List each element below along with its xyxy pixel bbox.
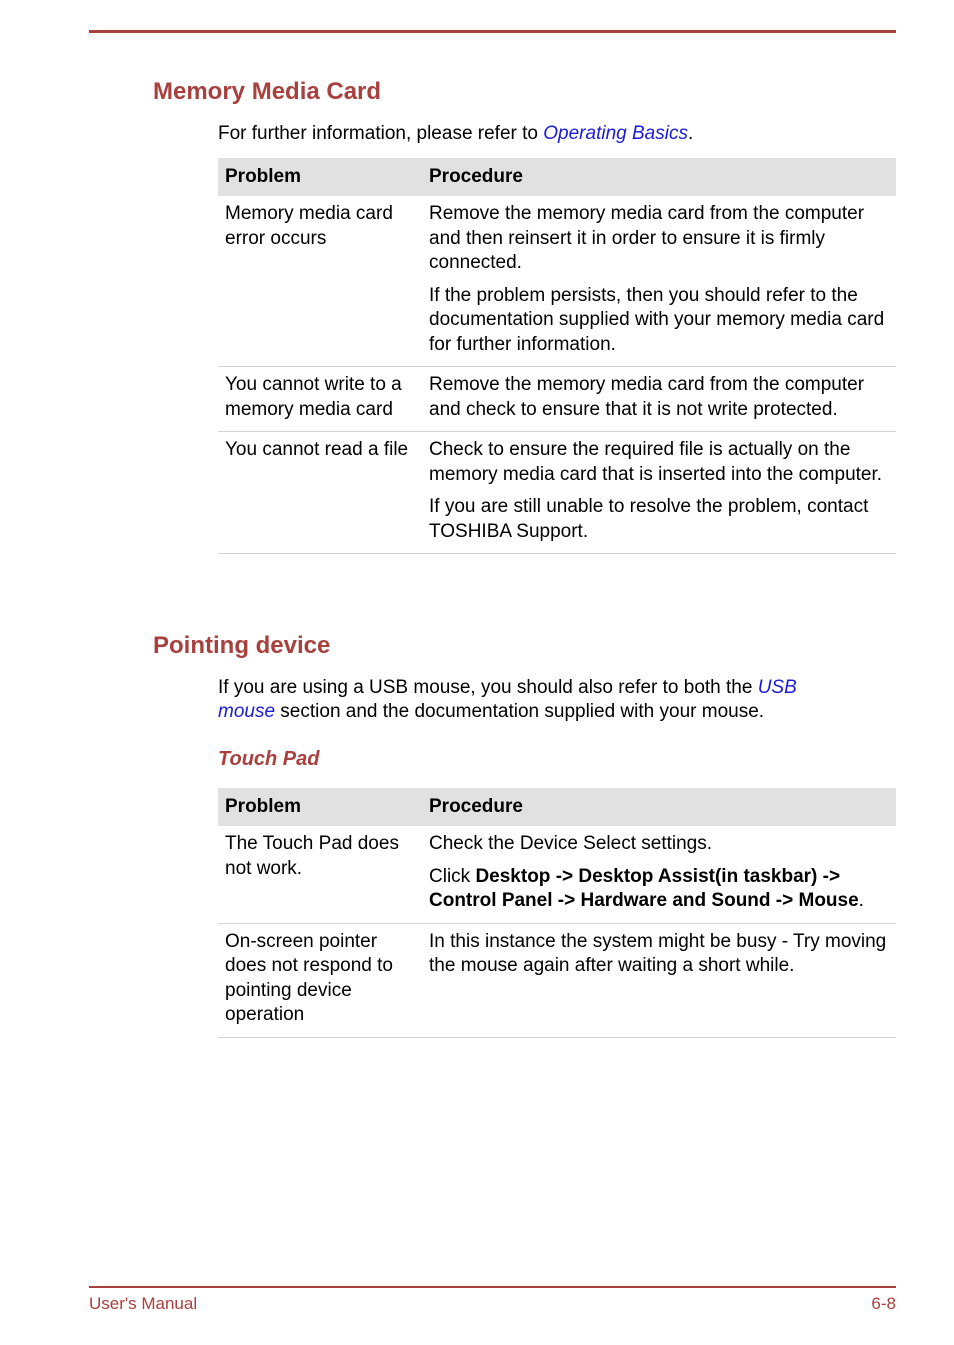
column-header-problem: Problem <box>218 158 422 196</box>
procedure-paragraph <box>429 865 889 914</box>
top-rule <box>89 30 896 33</box>
table-row <box>218 367 896 432</box>
problem-cell: The Touch Pad does not work. <box>218 826 422 923</box>
problem-cell: You cannot read a file <box>218 432 422 554</box>
pointing-intro-prefix: If you are using a USB mouse, you should also refer to both the <box>218 677 758 698</box>
procedure-paragraph: If the problem persists, then you should refer to the documentation supplied with your memory media card for further information. <box>429 284 885 355</box>
procedure-cell <box>422 432 896 554</box>
problem-cell: You cannot write to a memory media card <box>218 367 422 432</box>
pointing-intro-text <box>218 676 858 724</box>
procedure-cell <box>422 367 896 432</box>
problem-cell: On-screen pointer does not respond to pointing device operation <box>218 923 422 1037</box>
usb-mouse-link[interactable]: USB mouse <box>218 677 797 722</box>
memory-intro-suffix: . <box>687 123 694 144</box>
memory-intro-text <box>218 122 858 146</box>
table-header-row <box>218 158 896 196</box>
column-header-problem: Problem <box>218 788 422 826</box>
footer-page-number: 6-8 <box>871 1294 896 1313</box>
memory-intro-prefix: For further information, please refer to <box>218 123 544 144</box>
problem-cell: Memory media card error occurs <box>218 196 422 367</box>
table-row <box>218 432 896 554</box>
procedure-click-prefix: Click <box>429 865 476 887</box>
menu-path-text: Desktop -> Desktop Assist(in taskbar) -> Control Panel -> Hardware and Sound -> Mouse <box>429 865 859 911</box>
column-header-procedure: Procedure <box>422 788 896 826</box>
procedure-paragraph: If you are still unable to resolve the problem, contact TOSHIBA Support. <box>429 496 869 542</box>
procedure-paragraph: Check the Device Select settings. <box>429 833 713 854</box>
procedure-paragraph: In this instance the system might be busy - Try moving the mouse again after waiting a short while. <box>429 930 887 976</box>
procedure-cell <box>422 923 896 1037</box>
column-header-procedure: Procedure <box>422 158 896 196</box>
memory-media-card-table <box>218 158 896 554</box>
procedure-paragraph: Remove the memory media card from the computer and check to ensure that it is not write protected. <box>429 374 865 420</box>
pointing-intro-suffix: section and the documentation supplied with your mouse. <box>275 701 765 722</box>
pointing-device-heading: Pointing device <box>153 632 331 659</box>
bottom-rule <box>89 1286 896 1288</box>
table-header-row <box>218 788 896 826</box>
procedure-paragraph: Check to ensure the required file is actually on the memory media card that is inserted into the computer. <box>429 439 883 485</box>
touch-pad-table <box>218 788 896 1038</box>
operating-basics-link[interactable]: Operating Basics <box>543 123 688 144</box>
procedure-cell <box>422 196 896 367</box>
procedure-paragraph: Remove the memory media card from the computer and then reinsert it in order to ensure it is firmly connected. <box>429 203 865 273</box>
procedure-click-suffix: . <box>858 890 864 911</box>
table-row <box>218 196 896 367</box>
memory-media-card-heading: Memory Media Card <box>153 78 382 105</box>
procedure-cell <box>422 826 896 923</box>
table-row <box>218 923 896 1037</box>
table-row <box>218 826 896 923</box>
touch-pad-subheading: Touch Pad <box>218 748 320 770</box>
footer-manual-title: User's Manual <box>89 1294 198 1313</box>
